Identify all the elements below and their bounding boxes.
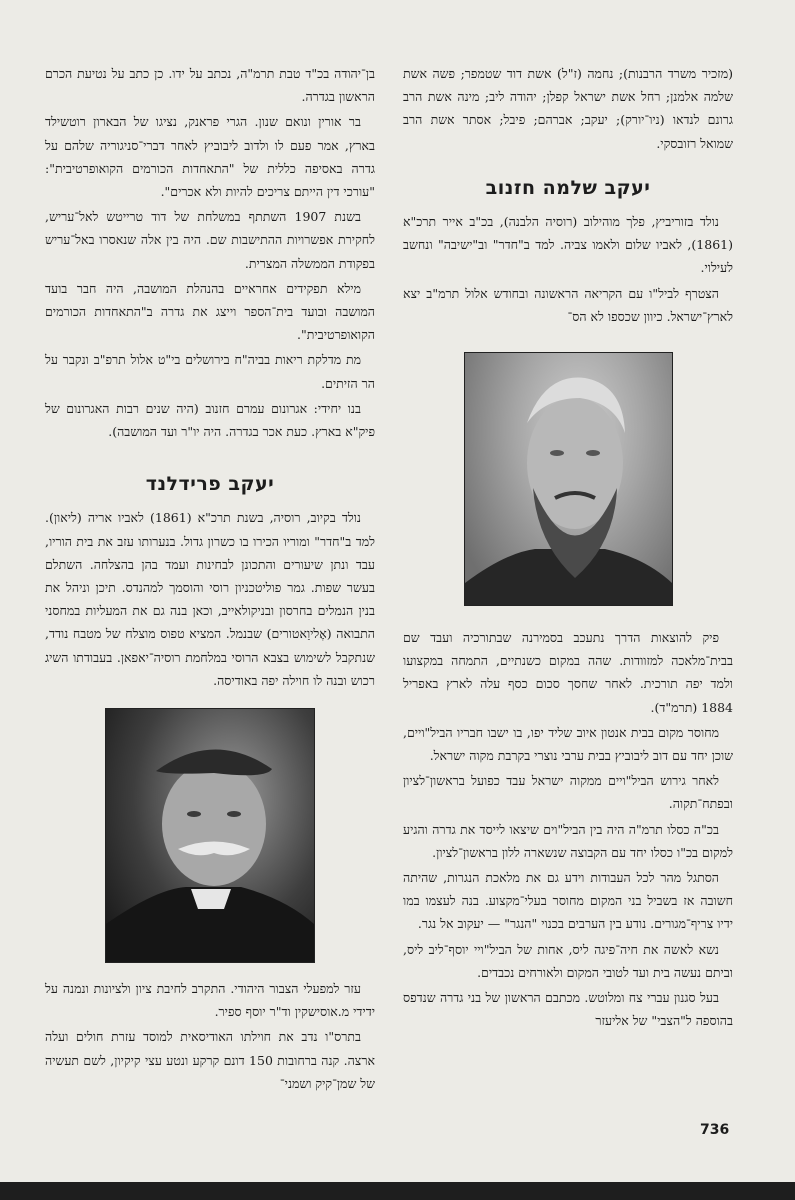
paragraph: נולד בקיוב, רוסיה, בשנת תרכ"א (1861) לאביו אריה (ליאון). למד ב"חדר" ומוריו הכירו בו כשרון גדול. בנערותו עזב את בית הוריו, עבד ונתן שיעורים והתכונן לבחינות ועמד בהן בהצלחה. השתלם בעשר שפות. גמר פוליטכניון רוסי והוסמך למהנדס. תיכן וניהל את בנין הנמלים בחרסון ובניקולאייב, וכאן בנה גם את המעליות במחסני התבואה (אֶליוַאטורים) שבנמל. המציא טפוס מוצלח של מטבח נודד, שנתקבל לשימוש בצבא הרוסי במלחמת רוסיה־יאפאן. בעבודתו השיג רכוש ובנה לו חוילה יפה באודיסה. [45, 510, 375, 688]
left-column [45, 62, 375, 1097]
paragraph: בתרס"ו נדב את חוילתו האודיסאית למוסד עזרת חולים ועלה ארצה. קנה ברחובות 150 דונם קרקע ונטע עצי קיקיון, לשם תעשיה של שמן־קיק ושמני־ [45, 1029, 376, 1091]
page-number: 736 [700, 1122, 730, 1138]
paragraph: מילא תפקידים אחראיים בהנהלת המושבה, היה חבר בועד המושבה ובועד בית־הספר וייצג את גדרה ב"התאחדות הכורמים הקואופרטיבית". [45, 280, 375, 343]
section-heading-hazanov: יעקב שלמה חזנוב [485, 176, 651, 199]
portrait-photo-hazanov [464, 352, 673, 606]
paragraph: פיק להוצאות הדרך נתעכב בסמירנה שבתורכיה ועבד שם בבית־מלאכה למזוודות. שהה במקום כשנתיים, התמחה במקצועו ולמד יפה תורכית. לאחר שחסך סכום כסף עלה לארץ באפריל 1884 (תרמ"ד). [403, 630, 733, 715]
paragraph: עזר למפעלי הצבור היהודי. התקרב לחיבת ציון ולציונות ונמנה על ידידי מ.אוסישקין וד"ר יוסף ספיר. [45, 981, 375, 1020]
right-column [403, 62, 733, 1034]
paragraph: מחוסר מקום בבית אנטון איוב שליד יפו, בו ישבו חבריו הביל"ויים, שוכן יחד עם דוב ליבוביץ בבית ערבי נוצרי בקרבת מקוה ישראל. [403, 724, 733, 764]
paragraph: הסתגל מהר לכל העבודות וידע גם את מלאכת הנגרות, שהיתה חשובה אז בשביל בני המקום מחוסר בעלי־מקצוע. בנה לעצמו במו ידיו צריף־מגורים. נודע בין הערבים בכנוי "הנגר" — יעקוב אל נגר. [403, 870, 733, 932]
section-heading-friedland: יעקב פרידלנד [145, 473, 275, 496]
intro-paragraph: (מזכיר משרד הרבנות); נחמה (ז"ל) אשת דוד שטמפר; פשה אשת שלמה אלמנן; רחל אשת ישראל קפלן; יהודה ליב; מינה אשת הרב גרונם לנדאו (ניו־יורק); יעקב; אברהם; פיבל; אסתר אשת הרב שמואל רזובסקי. [403, 66, 733, 151]
paragraph: מת מדלקת ריאות בביה"ח בירושלים בי"ט אלול תרפ"ב ונקבר על הר הזיתים. [45, 352, 375, 391]
paragraph: בכ"ה כסלו תרמ"ה היה בין הביל"וים שיצאו לייסד את גדרה והגיע למקום בכ"ו כסלו יחד עם הקבוצה שנשארה ללון בראשון־לציון. [403, 821, 733, 860]
paragraph: בשנת 1907 השתתף במשלחת של דוד טרייטש לאל־עריש, לחקירת אפשרויות ההתישבות שם. היה בין אלה שנאסרו באל־עריש בפקודת הממשלה המצרית. [45, 209, 375, 271]
paragraph: נשא לאשה את חיה־פיגה ליס, אחות של הביל"ויי יוסף־ליב ליס, וביתם נעשה בית ועד לטובי המקום ולאורחים נכבדים. [403, 941, 733, 980]
scan-border [0, 1182, 795, 1200]
paragraph: בן־יהודה בכ"ד טבת תרמ"ה, נכתב על ידו. כן כתב על נטיעת הכרם הראשון בגדרה. [45, 66, 375, 105]
paragraph: לאחר גירוש הביל"ויים ממקוה ישראל עבד כפועל בראשון־לציון ובפתח־תקוה. [403, 773, 733, 812]
paragraph: בר אורין ונואם שנון. הגרי פראנק, נציגו של הבארון רוטשילד בארץ, אמר פעם לו ולדוב ליבוביץ לאחר דברי־סניגוריה שלהם על גדרה באסיפה כללית של "התאחדות הכורמים הקואופרטיבית": "עורכי דין הייתם צריכים להיות ולא אכרים". [45, 114, 375, 200]
paragraph: בנו יחידי: אגרונום עמרם חזנוב (היה שנים רבות האגרונום של פיק"א בארץ. כעת אכר בגדרה. היה יו"ר ועד המושבה). [45, 400, 375, 440]
paragraph: הצטרף לביל"ו עם הקריאה הראשונה ובחודש אלול תרמ"ב יצא לארץ־ישראל. כיוון שכספו לא הס־ [403, 285, 733, 324]
paragraph: בעל סגנון עברי צח ומלוטש. מכתבם הראשון של בני גדרה שנדפס בהוספה ל"הצבי" של אליעזר [403, 990, 733, 1029]
portrait-photo-friedland [105, 708, 315, 963]
paragraph: נולד בזוריביץ, פלך מוהילוב (רוסיה הלבנה), בכ"ב אייר תרכ"א (1861), לאביו שלום ולאמו צביה. למד ב"חדר" וב"ישיבה" ונחשב לעילוי. [403, 214, 733, 276]
